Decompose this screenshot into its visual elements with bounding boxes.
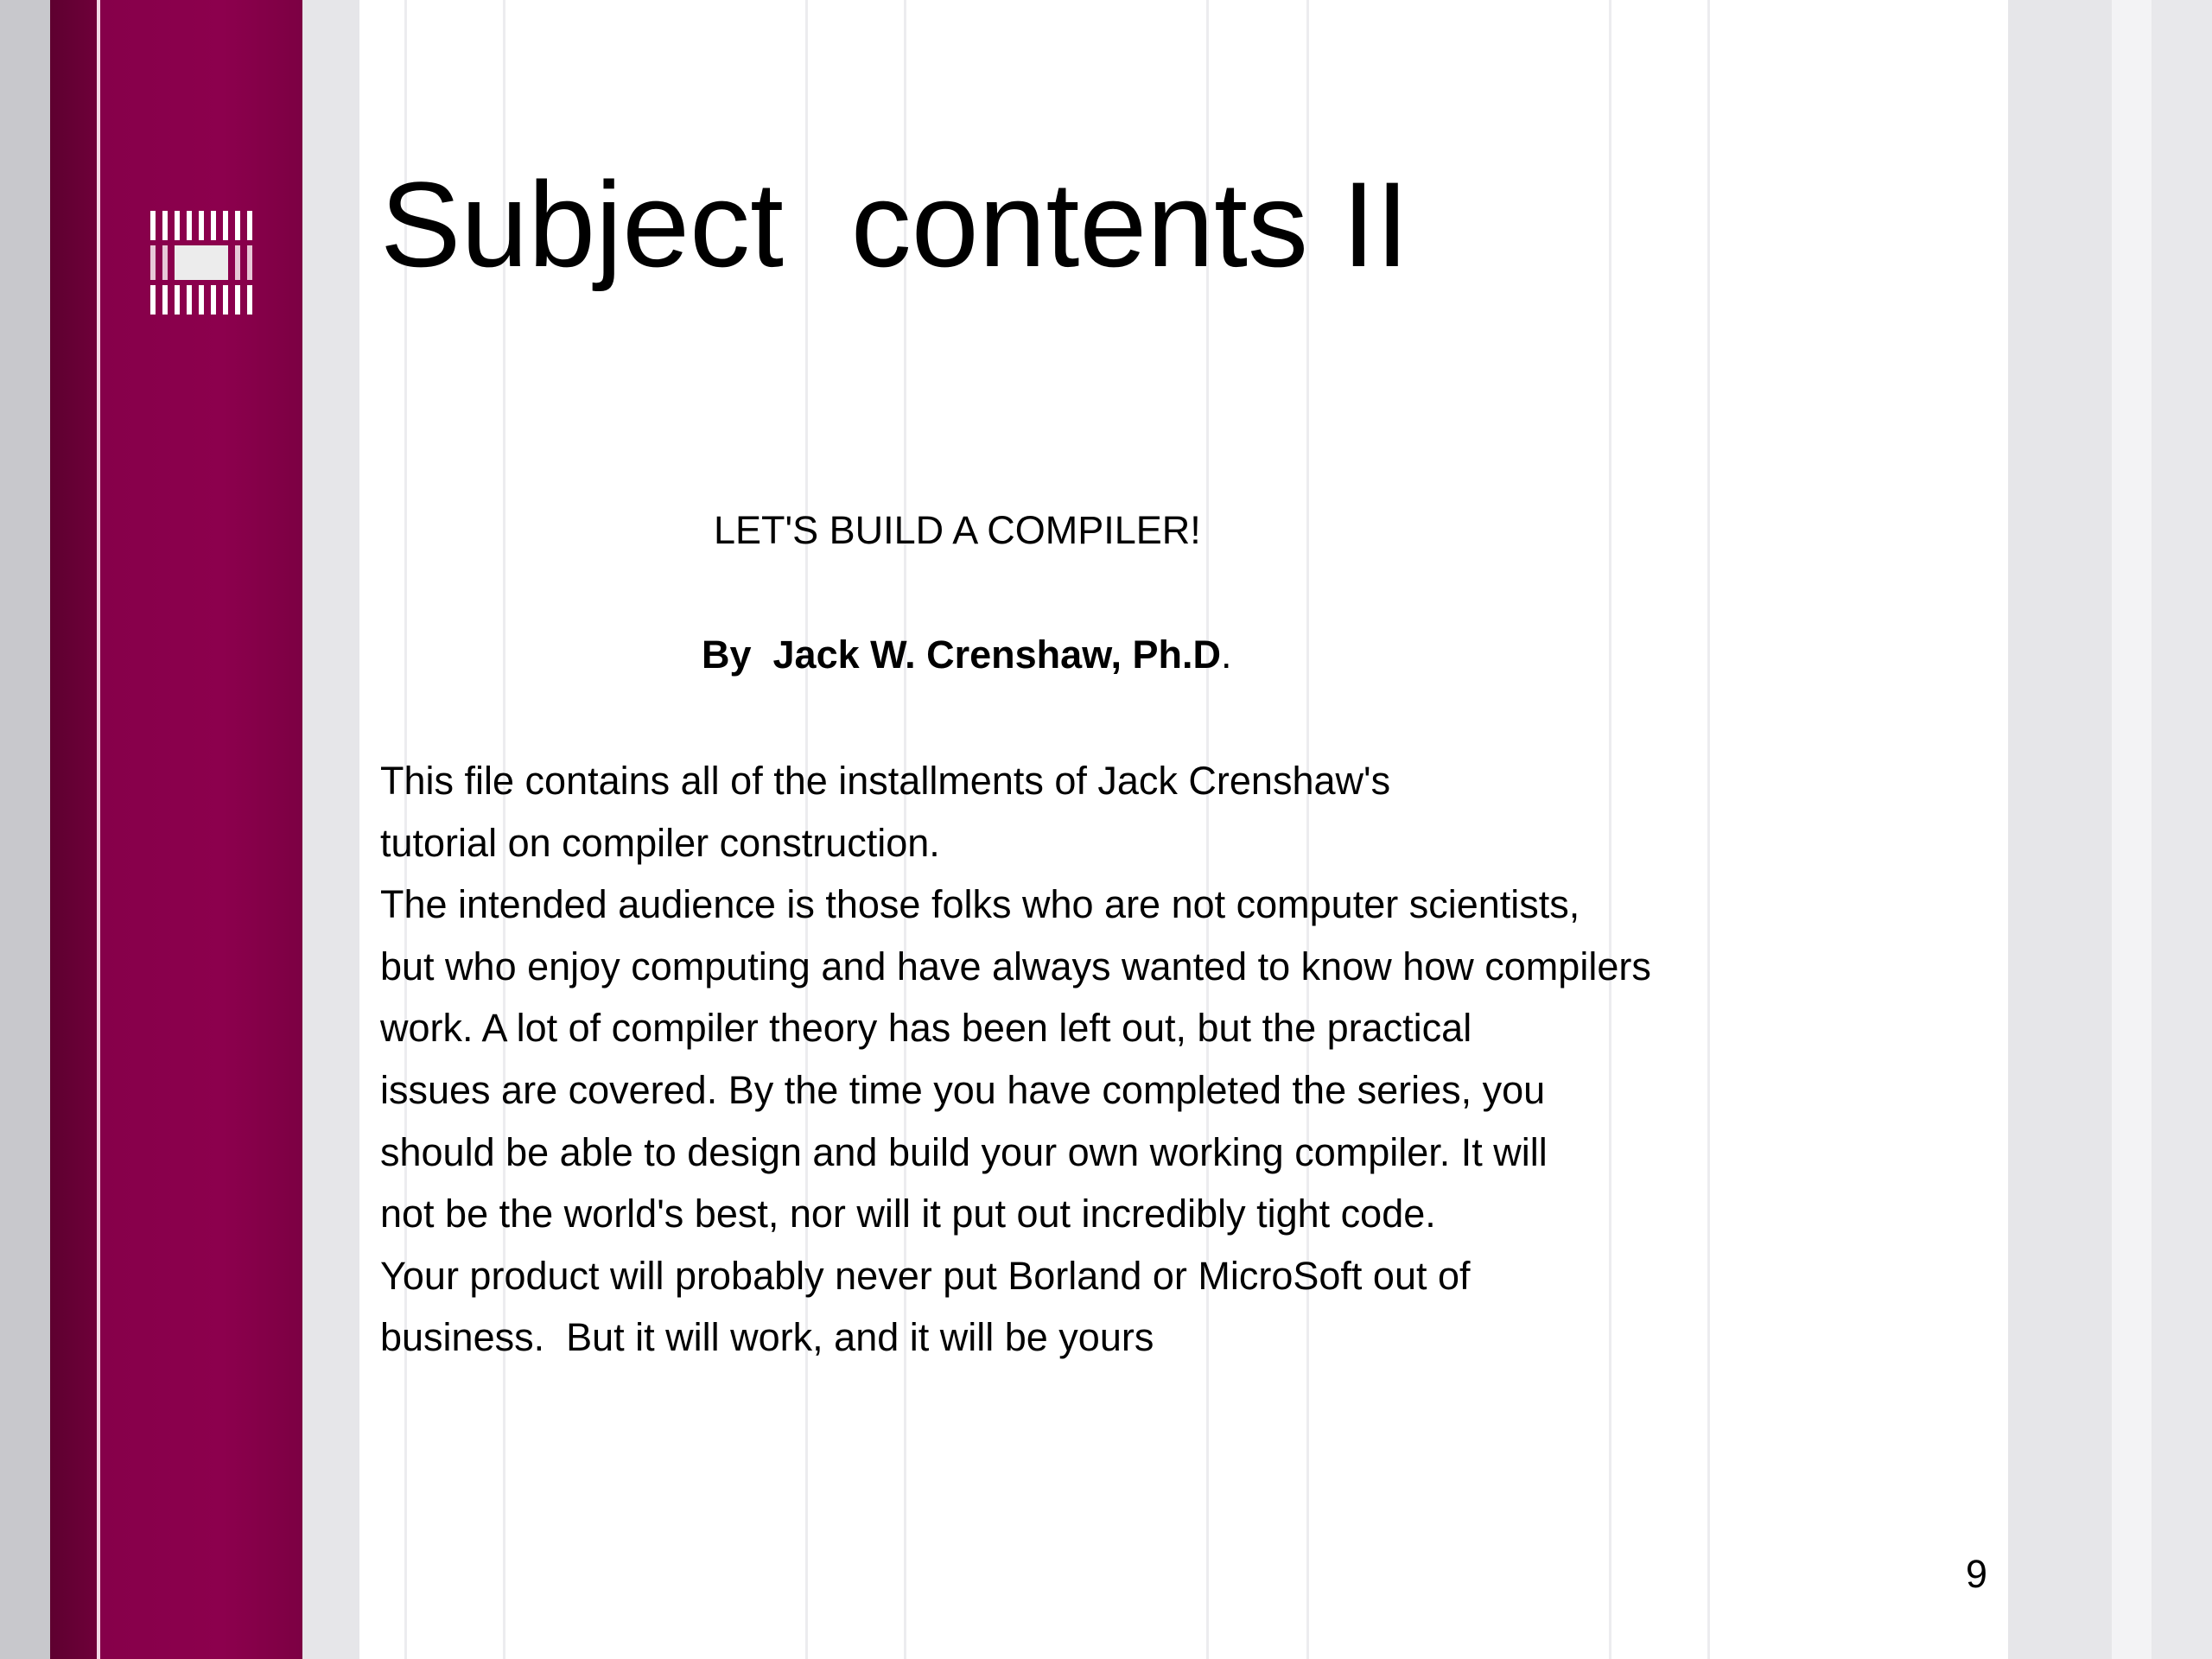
body-line: not be the world's best, nor will it put out incredibly tight code. — [380, 1192, 1436, 1236]
right-band — [2008, 0, 2112, 1659]
body-line: The intended audience is those folks who are not computer scientists, — [380, 882, 1580, 927]
grid-logo-icon — [150, 211, 252, 315]
left-margin-band — [0, 0, 50, 1659]
right-band — [2152, 0, 2212, 1659]
body-text — [380, 750, 1849, 1369]
body-line: Your product will probably never put Borland or MicroSoft out of — [380, 1253, 1471, 1298]
author-name: By Jack W. Crenshaw, Ph.D — [702, 632, 1222, 677]
author-suffix: . — [1221, 632, 1232, 677]
page-number: 9 — [1965, 1552, 1987, 1596]
body-line: issues are covered. By the time you have completed the series, you — [380, 1067, 1546, 1112]
page-title: Subject contents II — [380, 156, 1409, 292]
body-line: but who enjoy computing and have always wanted to know how compilers — [380, 944, 1651, 988]
body-line: This file contains all of the installments of Jack Crenshaw's — [380, 759, 1391, 803]
body-line: tutorial on compiler construction. — [380, 820, 940, 865]
body-line: should be able to design and build your own working compiler. It will — [380, 1129, 1548, 1174]
sidebar-gutter — [302, 0, 359, 1659]
document-heading: LET'S BUILD A COMPILER! — [714, 508, 1201, 552]
body-line: work. A lot of compiler theory has been left out, but the practical — [380, 1006, 1472, 1051]
author-line — [702, 629, 1232, 681]
body-line: business. But it will work, and it will be yours — [380, 1315, 1154, 1360]
